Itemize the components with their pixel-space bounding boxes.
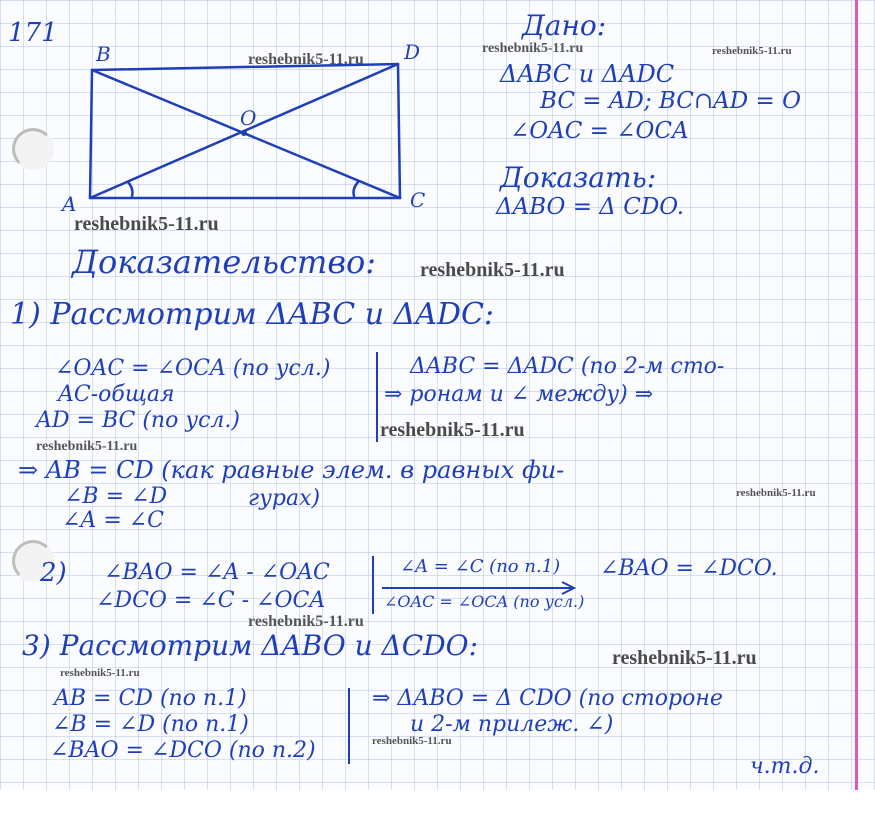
label-b: B bbox=[96, 42, 111, 66]
step3-divider bbox=[348, 688, 350, 764]
watermark: reshebnik5-11.ru bbox=[420, 259, 565, 281]
step1-right-2: ⇒ ронам и ∠ между) ⇒ bbox=[384, 382, 654, 407]
step3-right-2: и 2-м прилеж. ∠) bbox=[410, 712, 614, 737]
watermark: reshebnik5-11.ru bbox=[36, 439, 138, 454]
label-c: C bbox=[410, 188, 426, 212]
label-d: D bbox=[404, 40, 421, 64]
step3-heading: 3) Рассмотрим ΔABO и ΔCDO: bbox=[22, 629, 479, 662]
step1-heading: 1) Рассмотрим ΔABC и ΔADC: bbox=[10, 297, 495, 332]
step1-conclusion-1: ⇒ AB = CD (как равные элем. в равных фи- bbox=[18, 456, 565, 484]
watermark: reshebnik5-11.ru bbox=[712, 45, 792, 57]
step2-left-2: ∠DCO = ∠C - ∠OCA bbox=[96, 588, 326, 613]
prove-title: Доказать: bbox=[500, 161, 657, 194]
step1-extra-1: ∠B = ∠D bbox=[64, 484, 168, 509]
proof-title: Доказательство: bbox=[72, 243, 377, 281]
step1-left-2: AC-общая bbox=[58, 382, 175, 407]
step2-over: ∠A = ∠C (по п.1) bbox=[400, 556, 561, 577]
problem-number: 171 bbox=[8, 18, 58, 48]
prove-statement: ΔABO = Δ CDO. bbox=[496, 194, 685, 220]
label-o: O bbox=[240, 106, 257, 130]
watermark: reshebnik5-11.ru bbox=[482, 41, 584, 56]
step3-right-1: ⇒ ΔABO = Δ CDO (по стороне bbox=[372, 686, 723, 711]
given-line-2: BC = AD; BC∩AD = O bbox=[540, 88, 801, 114]
given-line-3: ∠OAC = ∠OCA bbox=[510, 118, 689, 144]
step2-under: ∠OAC = ∠OCA (по усл.) bbox=[384, 592, 585, 611]
watermark: reshebnik5-11.ru bbox=[380, 419, 525, 441]
watermark: reshebnik5-11.ru bbox=[248, 51, 364, 68]
step3-left-3: ∠BAO = ∠DCO (по п.2) bbox=[50, 738, 316, 763]
step1-extra-2: ∠A = ∠C bbox=[62, 508, 165, 533]
watermark: reshebnik5-11.ru bbox=[736, 487, 816, 499]
step1-conclusion-2: гурах) bbox=[248, 486, 321, 511]
step1-right-1: ΔABC = ΔADC (по 2-м сто- bbox=[410, 354, 725, 379]
watermark: reshebnik5-11.ru bbox=[372, 735, 452, 747]
step1-left-1: ∠OAC = ∠OCA (по усл.) bbox=[55, 356, 331, 381]
watermark: reshebnik5-11.ru bbox=[60, 667, 140, 679]
step3-qed: ч.т.д. bbox=[750, 754, 820, 779]
given-title: Дано: bbox=[522, 9, 607, 42]
step2-result: ∠BAO = ∠DCO. bbox=[600, 556, 778, 581]
step2-left-1: ∠BAO = ∠A - ∠OAC bbox=[104, 560, 330, 585]
given-line-1: ΔABC и ΔADC bbox=[500, 60, 675, 88]
watermark: reshebnik5-11.ru bbox=[74, 213, 219, 235]
label-a: A bbox=[62, 192, 77, 216]
watermark: reshebnik5-11.ru bbox=[248, 613, 364, 630]
step3-left-2: ∠B = ∠D (по п.1) bbox=[52, 712, 249, 737]
watermark: reshebnik5-11.ru bbox=[612, 647, 757, 669]
step3-left-1: AB = CD (по п.1) bbox=[54, 686, 247, 711]
step1-left-3: AD = BC (по усл.) bbox=[36, 408, 241, 433]
step2-label: 2) bbox=[40, 558, 67, 588]
